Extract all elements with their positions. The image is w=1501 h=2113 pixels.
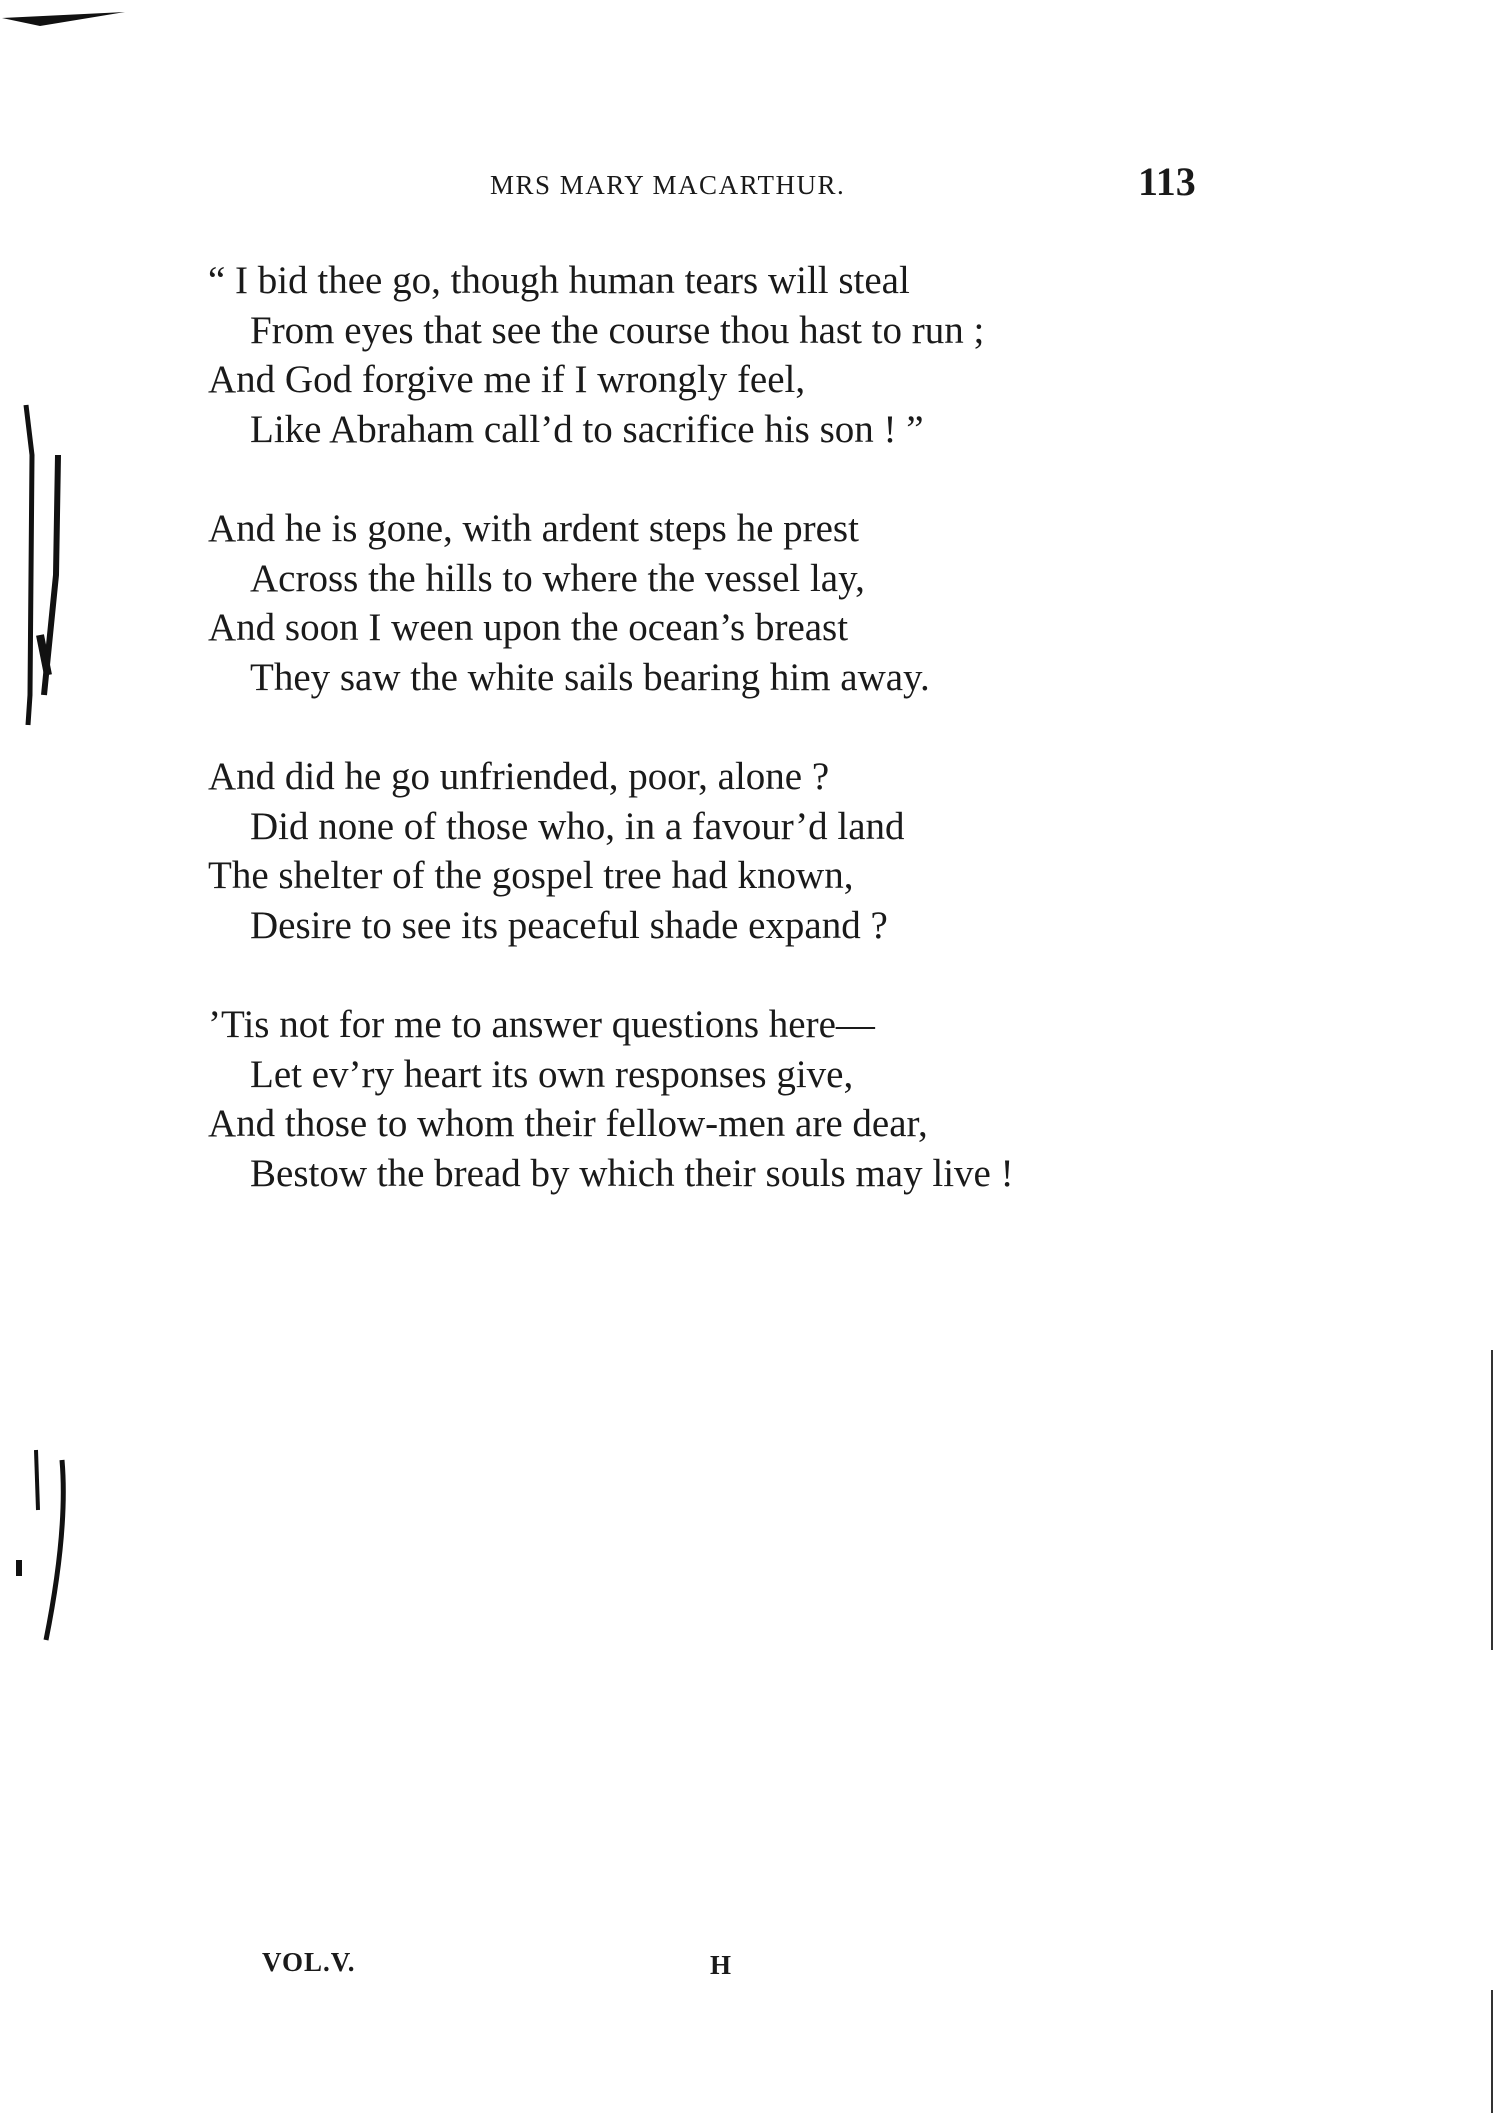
running-title: MRS MARY MACARTHUR. <box>490 170 846 200</box>
poem-line: And God forgive me if I wrongly feel, <box>208 358 806 401</box>
stanza <box>208 752 1208 950</box>
poem-line: And soon I ween upon the ocean’s breast <box>208 606 849 649</box>
poem-line: And did he go unfriended, poor, alone ? <box>208 755 830 798</box>
scan-mark-right-bottom <box>1488 1990 1498 2113</box>
poem-line: Desire to see its peaceful shade expand ? <box>250 903 888 947</box>
poem-line: And those to whom their fellow-men are dear, <box>208 1102 928 1145</box>
poem-line: ’Tis not for me to answer questions here— <box>208 1003 875 1046</box>
poem-line: Let ev’ry heart its own responses give, <box>250 1052 854 1096</box>
page-number: 113 <box>1138 159 1196 204</box>
poem-line: “ I bid thee go, though human tears will steal <box>208 259 910 302</box>
scan-mark-right-edge <box>1488 1350 1498 1650</box>
poem-line: From eyes that see the course thou hast to run ; <box>250 308 985 352</box>
signature-letter: H <box>710 1950 732 1980</box>
poem-line: The shelter of the gospel tree had known, <box>208 854 854 897</box>
poem-line: Did none of those who, in a favour’d land <box>250 804 905 848</box>
stanza <box>208 1000 1208 1198</box>
poem-line: Bestow the bread by which their souls may live ! <box>250 1151 1014 1195</box>
scan-mark-left-upper <box>18 395 68 735</box>
scan-mark-left-lower <box>10 1440 80 1660</box>
stanza <box>208 504 1208 702</box>
stanza <box>208 256 1208 454</box>
poem-line: Across the hills to where the vessel lay, <box>250 556 865 600</box>
poem-line: And he is gone, with ardent steps he prest <box>208 507 859 550</box>
poem <box>208 256 1208 1248</box>
poem-line: Like Abraham call’d to sacrifice his son ! ” <box>250 407 924 451</box>
scan-mark-top-left <box>0 0 140 40</box>
signature-volume: VOL.V. <box>262 1947 356 1977</box>
poem-line: They saw the white sails bearing him away. <box>250 655 930 699</box>
